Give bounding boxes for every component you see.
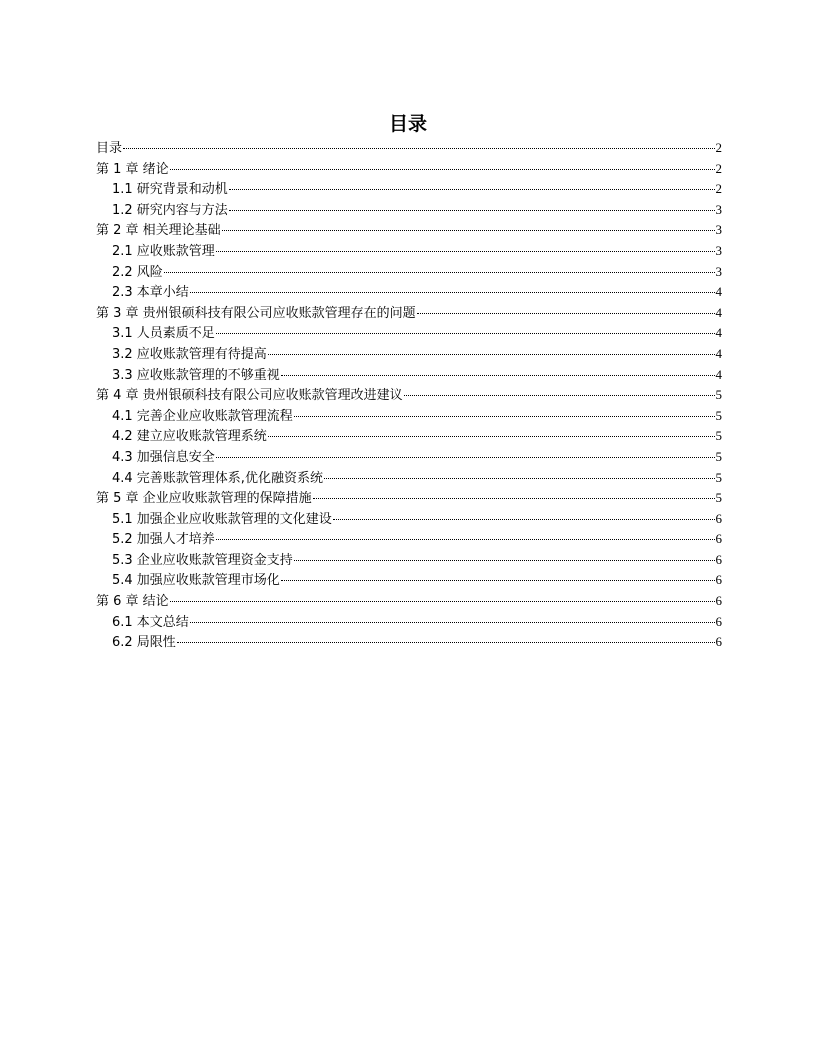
toc-dot-leader: [281, 580, 715, 581]
toc-entry[interactable]: [96, 406, 722, 427]
toc-page-number: 4: [715, 366, 722, 382]
toc-entry[interactable]: [96, 570, 722, 591]
toc-entry[interactable]: [96, 282, 722, 303]
toc-entry[interactable]: [96, 344, 722, 365]
toc-entry-label: 2.2 风险: [112, 264, 163, 280]
toc-dot-leader: [190, 292, 715, 293]
toc-entry-label: 第 1 章 绪论: [96, 161, 169, 177]
toc-entry-label: 5.4 加强应收账款管理市场化: [112, 573, 280, 589]
toc-entry-label: 1.2 研究内容与方法: [112, 202, 228, 218]
toc-entry[interactable]: [96, 468, 722, 489]
toc-page-number: 4: [715, 345, 722, 361]
toc-page-number: 6: [715, 551, 722, 567]
toc-dot-leader: [123, 148, 714, 149]
toc-dot-leader: [417, 313, 715, 314]
toc-dot-leader: [170, 601, 715, 602]
toc-page-number: 3: [715, 242, 722, 258]
toc-page-number: 4: [715, 325, 722, 341]
toc-dot-leader: [222, 230, 715, 231]
toc-page-number: 5: [715, 490, 722, 506]
toc-entry[interactable]: [96, 241, 722, 262]
toc-entry-label: 第 4 章 贵州银硕科技有限公司应收账款管理改进建议: [96, 388, 403, 404]
toc-entry-label: 4.4 完善账款管理体系,优化融资系统: [112, 470, 323, 486]
toc-dot-leader: [216, 539, 715, 540]
toc-entry-label: 第 5 章 企业应收账款管理的保障措施: [96, 491, 312, 507]
toc-page-number: 3: [715, 222, 722, 238]
toc-entry-label: 1.1 研究背景和动机: [112, 182, 228, 198]
toc-dot-leader: [216, 251, 715, 252]
toc-entry-label: 第 6 章 结论: [96, 594, 169, 610]
toc-entry-label: 第 2 章 相关理论基础: [96, 223, 221, 239]
toc-dot-leader: [216, 457, 715, 458]
toc-dot-leader: [170, 169, 715, 170]
toc-entry[interactable]: [96, 488, 722, 509]
toc-page-number: 6: [715, 510, 722, 526]
toc-dot-leader: [190, 622, 715, 623]
toc-dot-leader: [177, 642, 715, 643]
toc-entry-label: 4.3 加强信息安全: [112, 449, 215, 465]
toc-entry[interactable]: [96, 529, 722, 550]
toc-dot-leader: [294, 560, 715, 561]
toc-entry[interactable]: [96, 220, 722, 241]
toc-dot-leader: [229, 210, 715, 211]
toc-entry[interactable]: [96, 385, 722, 406]
toc-entry[interactable]: [96, 303, 722, 324]
toc-dot-leader: [333, 519, 715, 520]
toc-entry[interactable]: [96, 509, 722, 530]
toc-entry[interactable]: [96, 447, 722, 468]
toc-page-number: 2: [715, 181, 722, 197]
toc-entry[interactable]: [96, 138, 722, 159]
toc-entry-label: 4.1 完善企业应收账款管理流程: [112, 408, 293, 424]
toc-entry-label: 目录: [96, 141, 123, 156]
toc-page-number: 2: [715, 140, 722, 155]
toc-entry-label: 第 3 章 贵州银硕科技有限公司应收账款管理存在的问题: [96, 305, 416, 321]
toc-entry-label: 2.3 本章小结: [112, 285, 189, 301]
toc-entry[interactable]: [96, 262, 722, 283]
toc-page-number: 6: [715, 531, 722, 547]
toc-page-number: 3: [715, 201, 722, 217]
toc-page-number: 5: [715, 428, 722, 444]
toc-page-number: 6: [715, 634, 722, 650]
toc-dot-leader: [268, 354, 715, 355]
toc-page-number: 4: [715, 304, 722, 320]
toc-entry-label: 2.1 应收账款管理: [112, 243, 215, 259]
toc-page-number: 5: [715, 469, 722, 485]
toc-entry-label: 3.2 应收账款管理有待提高: [112, 346, 267, 362]
toc-entry-label: 3.3 应收账款管理的不够重视: [112, 367, 280, 383]
toc-entry-label: 6.1 本文总结: [112, 614, 189, 630]
toc-entry-label: 4.2 建立应收账款管理系统: [112, 429, 267, 445]
toc-page-number: 5: [715, 448, 722, 464]
toc-dot-leader: [216, 333, 715, 334]
toc-entry-label: 6.2 局限性: [112, 635, 176, 651]
toc-page-number: 5: [715, 387, 722, 403]
toc-entry[interactable]: [96, 426, 722, 447]
toc-entry-label: 5.3 企业应收账款管理资金支持: [112, 552, 293, 568]
toc-entry[interactable]: [96, 200, 722, 221]
toc-entry-label: 5.1 加强企业应收账款管理的文化建设: [112, 511, 332, 527]
toc-dot-leader: [281, 375, 715, 376]
page-title: 目录: [388, 113, 427, 135]
toc-entry[interactable]: [96, 323, 722, 344]
toc-page-number: 6: [715, 572, 722, 588]
toc-page-number: 5: [715, 407, 722, 423]
toc-entry[interactable]: [96, 612, 722, 633]
toc-dot-leader: [268, 436, 715, 437]
toc-entry[interactable]: [96, 159, 722, 180]
toc-entry[interactable]: [96, 365, 722, 386]
toc-dot-leader: [324, 478, 715, 479]
toc-page-number: 3: [715, 263, 722, 279]
toc-dot-leader: [294, 416, 715, 417]
toc-entry[interactable]: [96, 550, 722, 571]
toc-entry[interactable]: [96, 591, 722, 612]
toc-entry[interactable]: [96, 632, 722, 653]
toc-entry-label: 5.2 加强人才培养: [112, 532, 215, 548]
toc-page-number: 6: [715, 613, 722, 629]
toc-page-number: 2: [715, 160, 722, 176]
toc-dot-leader: [164, 272, 715, 273]
toc-dot-leader: [313, 498, 715, 499]
toc-page-number: 6: [715, 593, 722, 609]
toc-dot-leader: [404, 395, 715, 396]
toc-entry[interactable]: [96, 179, 722, 200]
toc-dot-leader: [229, 189, 715, 190]
toc-entry-label: 3.1 人员素质不足: [112, 326, 215, 342]
table-of-contents: [96, 138, 722, 653]
toc-page-number: 4: [715, 284, 722, 300]
